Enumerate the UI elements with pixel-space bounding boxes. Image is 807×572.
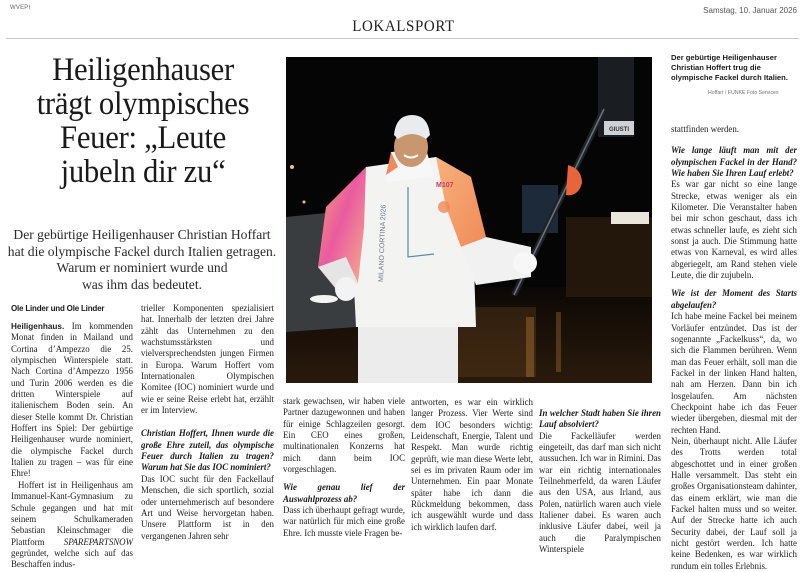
headline-line: jubeln dir zu“ [60,154,226,190]
interview-answer: Die Fackelläufer werden eingeteilt, das darf man sich nicht aussuchen. Ich war in Rimini. Das war ein richtig internationales Teilnehmerfeld, da waren Läufer aus den USA, aus Irland, aus Polen, natürlich waren auch viele Italiener dabei. Es waren auch inklusive Läufer dabei, weil ja auch die Paralympischen Winterspiele [539,430,662,555]
paragraph: trieller Komponenten spezialisiert hat. Innerhalb der letzten drei Jahre zählt das Unternehmen zu den wachstumsstärksten und vielversprechendsten jungen Firmen in Europa. Warum Hoffert vom Internationalen Olympischen Komitee (IOC) nominiert wurde und wie er seine Reise erlebt hat, erzählt er im Interview. [141,303,274,416]
paragraph: Im kommenden Monat finden in Mailand und Cortina d’Ampezzo die 25. olympischen Winterspiele statt. Nach Cortina d’Ampezzo 1956 und Turin 2006 werden es die dritten Winterspiele auf italienischem Boden sein. An dieser Stelle kommt Dr. Christian Hoffert ins Spiel: Der gebürtige Heiligenhauser wurde nominiert, die olympische Fackel durch Italien zu tragen – was für eine Ehre! [11,321,133,479]
interview-answer: Dass ich überhaupt gefragt wurde, war natürlich für mich eine große Ehre. Ich musste viele Fragen be- [283,505,405,538]
interview-answer: Ich habe meine Fackel bei meinem Vorläufer entzündet. Das ist der sogenannte „Fackelkuss“, da, wo sich die Flammen berühren. Wenn man das Feuer erhält, soll man die Fackel in der linken Hand halten, nah am Herzen. Dann bin ich losgelaufen. Am nächsten Checkpoint habe ich das Feuer wieder übergeben, diesmal mit der rechten Hand. [671,311,797,435]
interview-question: Wie genau lief der Auswahlprozess ab? [283,482,405,504]
interview-answer: antworten, es war ein wirklich langer Prozess. Vier Werte sind dem IOC besonders wichtig: Leidenschaft, Energie, Talent und Respekt. Man wurde richtig geprüft, wie man diese Werte lebt, sei es im privaten Raum oder im Unternehmen. Ein paar Monate später habe ich dann die Rückmeldung bekommen, dass ich ausgewählt wurde und dass ich wirklich laufen darf. [411,397,533,532]
interview-question: Christian Hoffert, Ihnen wurde die große Ehre zuteil, das olympische Feuer durch Italien zu tragen? Warum hat Sie das IOC nominiert? [141,428,274,473]
headline-line: Heiligenhauser [52,52,234,88]
byline: Ole Linder und Ole Linder [11,304,105,313]
interview-question: Wie ist der Moment des Starts abgelaufen? [671,288,797,310]
dateline: Heiligenhaus. [11,322,65,331]
article-column-3 [283,396,405,539]
lede-line: was ihm das bedeutet. [81,276,203,292]
article-column-5 [539,408,661,555]
article-column-1 [11,321,133,571]
paragraph: Hoffert ist in Heiligenhaus am Immanuel-Kant-Gymnasium zu Schule gegangen und hat mit seinem Schulkameraden Sebastian Kleinschmager die Plattform [11,479,133,547]
article-photo [286,57,652,383]
lede-line: Warum er nominiert wurde und [56,260,228,275]
lede-line: Der gebürtige Heiligenhauser Christian Hoffart [13,227,271,242]
bib-number: M107 [436,182,454,189]
interview-question: In welcher Stadt haben Sie ihren Lauf absolviert? [539,408,661,430]
publication-code: WVEPI [10,5,31,11]
jacket-text: MILANO CORTINA 2026 [378,204,388,283]
headline-line: trägt olympisches [36,86,250,122]
torchbearer-photo [286,57,652,383]
article-column-2 [141,303,274,542]
lede [6,227,278,293]
interview-answer: Es war gar nicht so eine lange Strecke, etwas weniger als ein Kilometer. Die Veranstalter haben bei mir schon geschaut, dass ich etwas schneller laufe, es zieht sich sonst ja auch. Die Stimmung hatte etwas von Karneval, es wird alles abgeriegelt, am Rand stehen viele Leute, die dir zujubeln. [671,179,797,281]
issue-date: Samstag, 10. Januar 2026 [703,6,797,15]
article-column-6 [671,124,797,572]
headline-line: Feuer: „Leute [60,120,226,156]
interview-question: Wie lange läuft man mit der olympischen Fackel in der Hand? Wie haben Sie Ihren Lauf erlebt? [671,145,797,179]
platform-name: SPAREPARTSNOW [63,536,133,547]
lede-line: hat die olympische Fackel durch Italien getragen. [7,243,277,259]
interview-answer: stark gewachsen, wir haben viele Partner dazugewonnen und haben für einige Schlagzeilen gesorgt. Ein CEO eines großen, multinationalen Konzerns hat mich dann beim IOC vorgeschlagen. [283,396,405,475]
photo-caption: Der gebürtige Heiligenhauser Christian Hoffert trug die olympische Fackel durch Italien. [671,53,788,82]
header-divider [6,38,799,39]
paragraph: gegründet, welche sich auf das Beschaffen indus- [11,547,133,570]
section-title: LOKALSPORT [352,18,455,36]
interview-answer: Das IOC sucht für den Fackellauf Menschen, die sich sportlich, sozial oder unternehmerisch auf besondere Art und Weise hervorgetan haben. Unsere Plattform ist in den vergangenen Jahren sehr [141,473,274,541]
photo-credit: Hoffart / FUNKE Foto Services [708,90,779,96]
interview-answer: Nein, überhaupt nicht. Alle Läufer des Trotts werden total abgeschottet und in einer großen Halle versammelt. Das steht ein großes Organisationsteam dahinter, das einem erklärt, wie man die Fackel halten muss und so weiter. Auf der Strecke hatte ich auch Security dabei, der Lauf soll ja nicht gestört werden. Ich hatte keine Bedenken, es war wirklich rundum ein tolles Erlebnis. [671,435,797,571]
headline [17,53,268,189]
street-sign: GIUSTI [608,127,630,133]
interview-answer: stattfinden werden. [671,124,740,134]
article-column-4 [411,397,533,533]
